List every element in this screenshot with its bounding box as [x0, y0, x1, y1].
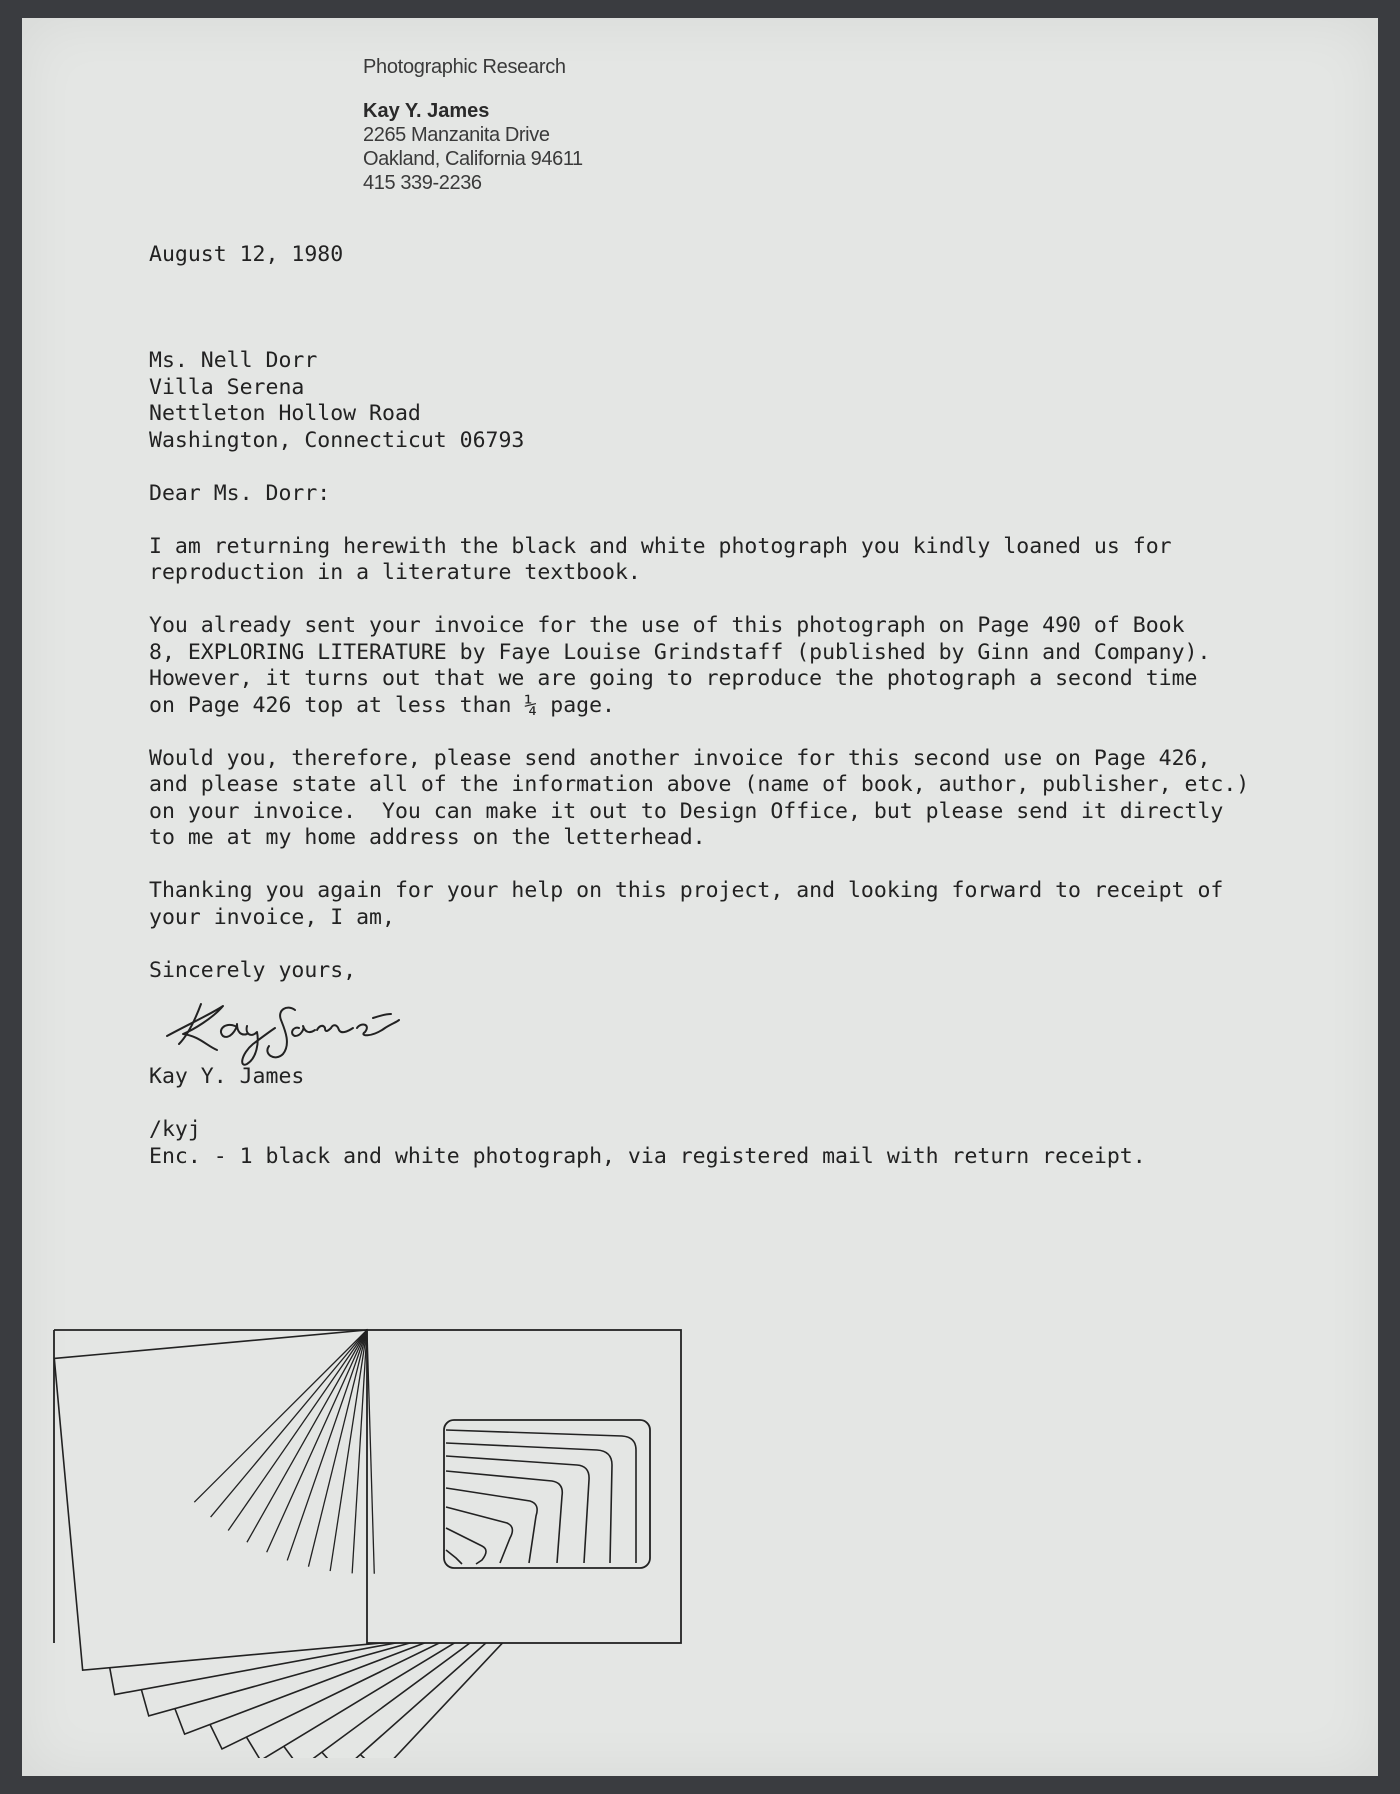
para4-line1: Thanking you again for your help on this project, and looking forward to receipt of — [149, 878, 1224, 903]
signer-name: Kay Y. James — [149, 1064, 305, 1089]
front-frame — [367, 1330, 681, 1643]
recipient-line3: Nettleton Hollow Road — [149, 401, 421, 426]
recipient-line4: Washington, Connecticut 06793 — [149, 427, 525, 453]
letterhead-name: Kay Y. James — [363, 100, 490, 122]
recipient-line2: Villa Serena — [149, 374, 305, 400]
para3-line3: on your invoice. You can make it out to Design Office, but please send it directly — [149, 798, 1224, 824]
para1-line1: I am returning herewith the black and white photograph you kindly loaned us for — [149, 533, 1172, 559]
salutation: Dear Ms. Dorr: — [149, 480, 331, 506]
letterhead-address-line2: Oakland, California 94611 — [363, 148, 583, 170]
letter-date: August 12, 1980 — [149, 242, 344, 267]
letterhead-phone: 415 339-2236 — [363, 172, 482, 194]
recipient-line1: Ms. Nell Dorr — [149, 348, 318, 373]
letterhead-address-line1: 2265 Manzanita Drive — [363, 124, 550, 146]
para2-line1: You already sent your invoice for the use of this photograph on Page 490 of Book — [149, 613, 1185, 638]
para2-line2: 8, EXPLORING LITERATURE by Faye Louise Grindstaff (published by Ginn and Company). — [149, 639, 1211, 665]
para3-line2: and please state all of the information above (name of book, author, publisher, etc.) — [149, 772, 1250, 797]
closing: Sincerely yours, — [149, 957, 357, 983]
para3-line1: Would you, therefore, please send another invoice for this second use on Page 426, — [149, 745, 1211, 771]
enclosure: Enc. - 1 black and white photograph, via registered mail with return receipt. — [149, 1143, 1146, 1169]
initials: /kyj — [149, 1117, 201, 1142]
handwritten-signature — [149, 984, 1309, 1064]
para2-line3: However, it turns out that we are going to reproduce the photograph a second time — [149, 666, 1198, 691]
para1-line2: reproduction in a literature textbook. — [149, 560, 641, 585]
letter-body — [149, 242, 1309, 1170]
para3-line4: to me at my home address on the letterhead. — [149, 825, 706, 850]
para4-line2: your invoice, I am, — [149, 904, 395, 930]
signature-icon — [159, 984, 419, 1074]
fanned-photographs-logo — [52, 1308, 712, 1758]
letterhead-org: Photographic Research — [363, 56, 566, 78]
letterhead — [363, 56, 583, 195]
para2-line4: on Page 426 top at less than ¼ page. — [149, 692, 615, 718]
letter-page — [22, 18, 1378, 1776]
